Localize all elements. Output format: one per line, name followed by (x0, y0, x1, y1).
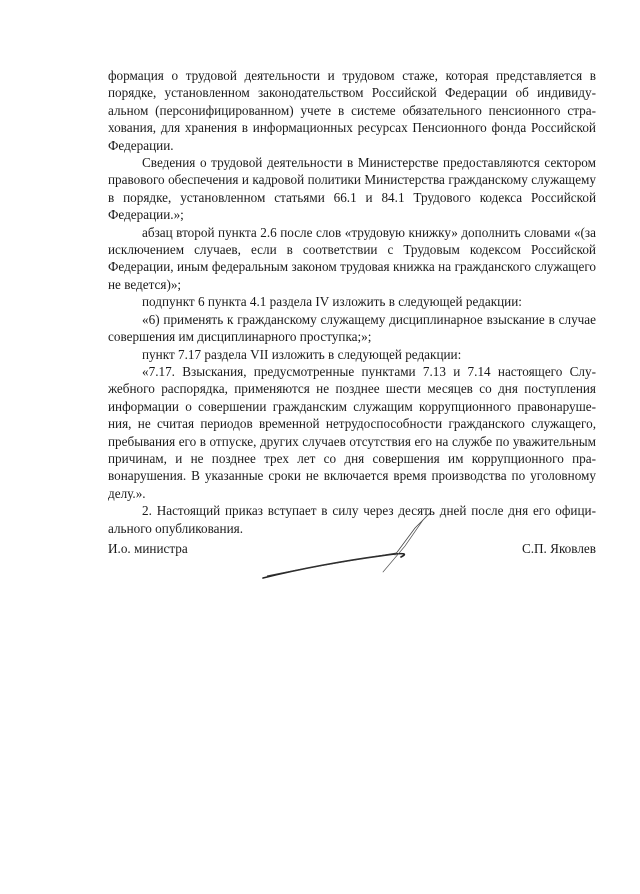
paragraph-amendment-7-17-text: «7.17. Взыскания, предусмотренные пунктами 7.13 и 7.14 настоящего Служебного распорядка, применяются не позднее шести месяцев со дня поступления информации о совершении гражданским служащим коррупционного правонарушения, не считая периодов временной нетрудоспособности гражданского служащего, пребывания его в отпуске, других случаев отсутствия его на службе по уважительным причинам, и не позднее трех лет со дня совершения им коррупционного правонарушения. В указанные сроки не включается время производства по уголовному делу.». (108, 363, 596, 501)
paragraph-effective-date: 2. Настоящий приказ вступает в силу через десять дней после дня его официального опубликования. (108, 503, 596, 536)
signatory-title: И.о. министра (108, 541, 188, 556)
paragraph-amendment-4-1-text: «6) применять к гражданскому служащему дисциплинарное взыскание в случае совершения им дисциплинарного проступка;»; (108, 311, 596, 345)
document-body (108, 67, 596, 537)
paragraph-amendment-7-17-intro: пункт 7.17 раздела VII изложить в следующей редакции: (142, 346, 462, 362)
paragraph-amendment-2-6: абзац второй пункта 2.6 после слов «трудовую книжку» дополнить словами «(за исключением случаев, если в соответствии с Трудовым кодексом Российской Федерации, иным федеральным законом трудовая книжка на гражданского служащего не ведется)»; (108, 224, 596, 292)
signatory-name: С.П. Яковлев (521, 541, 596, 556)
paragraph-pension-info: формация о трудовой деятельности и трудовом стаже, которая представляется в порядке, установленном законодательством Российской Федерации об индивидуальном (персонифицированном) учете в системе обязательного пенсионного страхования, для хранения в информационных ресурсах Пенсионного фонда Российской Федерации. (108, 68, 596, 153)
handwritten-signature (255, 508, 445, 588)
paragraph-employment-records: Сведения о трудовой деятельности в Министерстве предоставляются сектором правового обеспечения и кадровой политики Министерства гражданскому служащему в порядке, установленном статьями 66.1 и 84.1 Трудового кодекса Российской Федерации.»; (108, 155, 596, 223)
paragraph-amendment-4-1-intro: подпункт 6 пункта 4.1 раздела IV изложить в следующей редакции: (142, 294, 522, 310)
